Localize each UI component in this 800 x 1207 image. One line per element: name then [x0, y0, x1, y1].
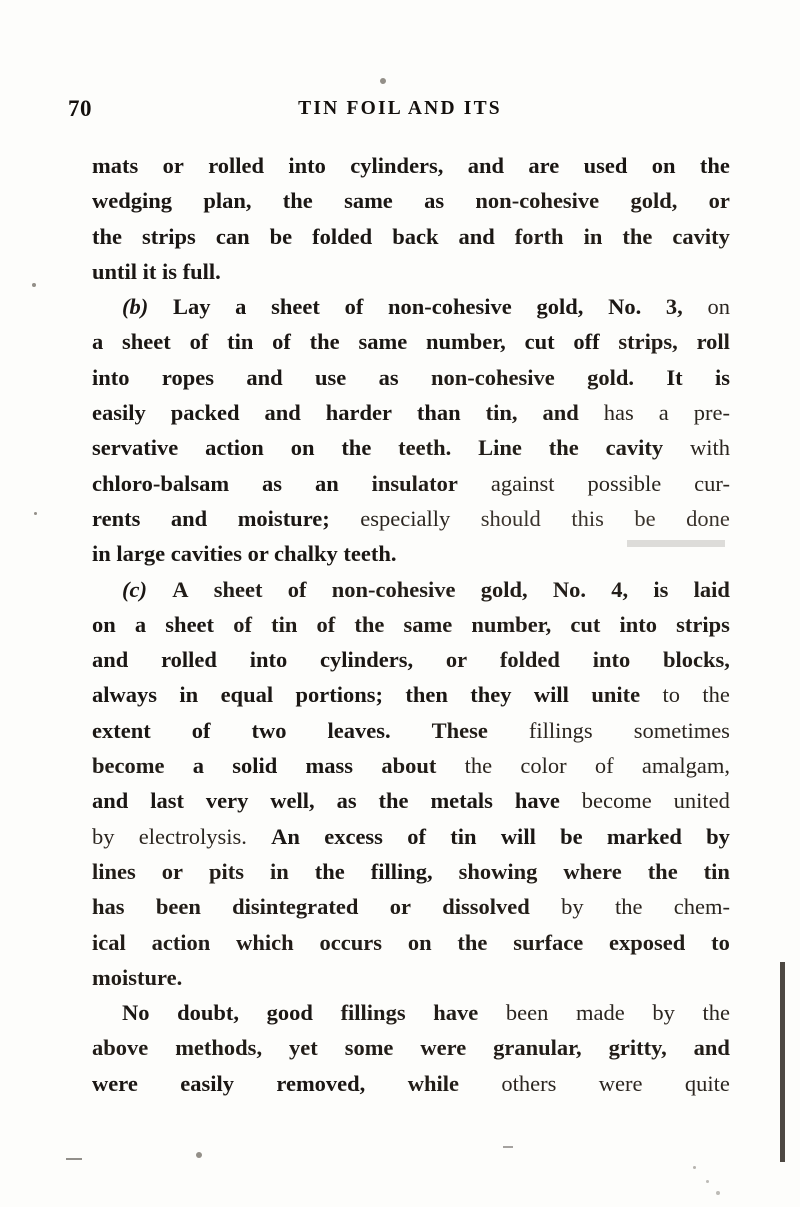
text-line: chloro-balsam as an insulator against possible cur-	[92, 470, 730, 496]
text-line: (b) Lay a sheet of non-cohesive gold, No. 3, on	[122, 294, 730, 320]
text-line: has been disintegrated or dissolved by the chem-	[92, 894, 730, 920]
text-line: in large cavities or chalky teeth.	[92, 541, 397, 567]
page-number: 70	[68, 96, 92, 121]
text-line: by electrolysis. An excess of tin will be marked by	[92, 823, 730, 849]
text-line: above methods, yet some were granular, gritty, and	[92, 1035, 730, 1061]
scan-speck	[706, 1180, 709, 1183]
scan-tick-mark	[66, 1158, 82, 1160]
scan-speck	[34, 512, 37, 515]
scan-speck	[380, 78, 386, 84]
text-line: become a solid mass about the color of amalgam,	[92, 753, 730, 779]
scan-speck	[716, 1191, 720, 1195]
page-header	[68, 96, 732, 122]
paragraph	[92, 995, 730, 1101]
scan-speck	[32, 283, 36, 287]
text-line: on a sheet of tin of the same number, cut into strips	[92, 611, 730, 637]
text-line: and rolled into cylinders, or folded into blocks,	[92, 647, 730, 673]
text-line: (c) A sheet of non-cohesive gold, No. 4, is laid	[122, 576, 730, 602]
text-line: the strips can be folded back and forth in the cavity	[92, 223, 730, 249]
page-edge-shadow	[780, 962, 785, 1162]
text-line: a sheet of tin of the same number, cut off strips, roll	[92, 329, 730, 355]
text-line: until it is full.	[92, 258, 221, 284]
scan-tick-mark	[503, 1146, 513, 1148]
text-line: servative action on the teeth. Line the cavity with	[92, 435, 730, 461]
paragraph	[92, 289, 730, 571]
text-line: No doubt, good fillings have been made by the	[122, 1000, 730, 1026]
text-line: mats or rolled into cylinders, and are used on the	[92, 153, 730, 178]
paragraph	[92, 148, 730, 289]
text-line: lines or pits in the filling, showing where the tin	[92, 858, 730, 884]
paragraph	[92, 572, 730, 996]
text-line: ical action which occurs on the surface exposed to	[92, 929, 730, 955]
page-body	[92, 148, 730, 1101]
text-line: wedging plan, the same as non-cohesive gold, or	[92, 188, 730, 214]
running-head: TIN FOIL AND ITS	[298, 98, 502, 119]
text-line: extent of two leaves. These fillings sometimes	[92, 717, 730, 743]
text-line: rents and moisture; especially should this be done	[92, 505, 730, 531]
text-line: always in equal portions; then they will unite to the	[92, 682, 730, 708]
scan-speck	[693, 1166, 696, 1169]
scan-speck	[196, 1152, 202, 1158]
text-line: into ropes and use as non-cohesive gold. It is	[92, 364, 730, 390]
text-line: easily packed and harder than tin, and has a pre-	[92, 400, 730, 426]
text-line: and last very well, as the metals have become united	[92, 788, 730, 814]
text-line: moisture.	[92, 964, 183, 990]
text-line: were easily removed, while others were quite	[92, 1070, 730, 1096]
